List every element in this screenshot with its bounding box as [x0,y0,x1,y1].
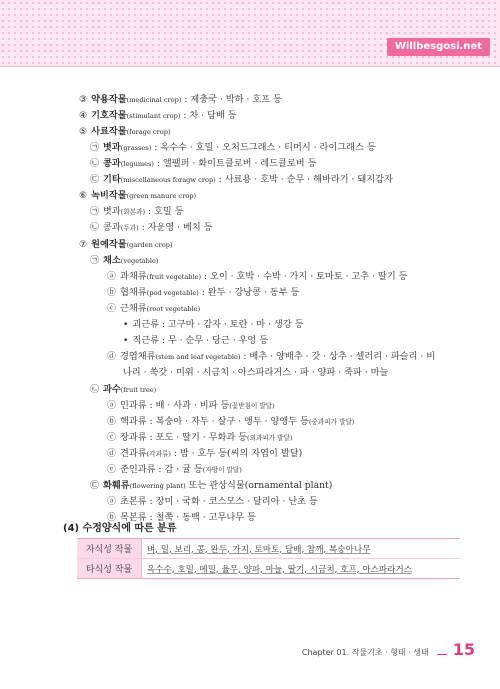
outline-line [123,319,303,331]
outline-text: 장과류 : 포도 · 딸기 · 무화과 등 [120,432,248,443]
outline-detail: : 오이 · 호박 · 수박 · 가지 · 토마토 · 고추 · 딸기 등 [201,271,408,282]
outline-line [107,464,242,476]
outline-marker: ⓒ [107,304,117,314]
outline-text: 목본류 : 철쭉 · 동백 · 고무나무 등 [120,512,256,523]
outline-heading: 사료작물 [91,126,127,137]
outline-annotation: (자방이 발달) [202,466,242,474]
outline-detail: : 배추 · 양배추 · 갓 · 상추 · 셀러리 · 파슬리 · 비 [240,351,436,362]
outline-text: 견과류 [120,448,147,459]
outline-heading: 녹비작물 [91,190,127,201]
outline-marker: ④ [79,111,88,121]
outline-marker: ⓑ [107,288,117,298]
outline-line [79,239,173,251]
outline-annotation: (vegetable) [120,257,159,265]
outline-annotation: (fruit vegetable) [146,273,202,281]
table-value: 옥수수, 호밀, 메밀, 율무, 양파, 마늘, 딸기, 시금치, 호프, 아스파라거스 [147,564,413,575]
outline-text: 직근류 : 무 · 순무 · 당근 · 우엉 등 [132,335,269,346]
outline-detail: : 밤 · 호두 등(씨의 자엽이 발달) [170,448,303,459]
outline-annotation: (flowering plant) [129,482,186,490]
outline-detail: : 옥수수 · 호밀 · 오처드그래스 · 티머시 · 라이그래스 등 [151,142,376,153]
outline-text: 인과류 : 배 · 사과 · 비파 등 [120,400,230,411]
outline-heading: 채소 [103,255,121,266]
outline-line [90,255,159,267]
outline-marker: ⓒ [107,433,117,443]
outline-annotation: (green manure crop) [126,192,197,200]
outline-annotation: (fruit tree) [120,386,157,394]
outline-marker: ⓑ [107,513,117,523]
footer-separator [437,654,447,655]
outline-line [107,303,200,315]
outline-heading: 콩과 [103,158,121,169]
outline-line [123,335,268,347]
outline-line [107,351,435,363]
outline-line [90,384,156,396]
pollination-table [77,538,460,579]
outline-marker: ㉠ [90,207,100,217]
outline-annotation: (stimulant crop) [126,112,181,120]
outline-detail: : 제충국 · 박하 · 호프 등 [181,94,282,105]
outline-marker: ⑥ [79,191,88,201]
outline-annotation: (중과피가 발달) [308,418,355,426]
outline-marker: ㉠ [90,256,100,266]
outline-line [79,94,282,106]
outline-marker: ⓑ [107,417,117,427]
footer [302,640,475,660]
outline-annotation: (miscellaneous foragw crop) [120,176,216,184]
brand-label: Willbesgosi.net [387,38,490,56]
outline-heading: 볏과 [103,142,121,153]
outline-detail: : 완두 · 강낭콩 · 동부 등 [198,287,300,298]
outline-line [123,367,388,379]
table-label: 자식성 작물 [77,539,142,558]
outline-marker: ⑤ [79,127,88,137]
outline-annotation: (두과) [120,224,139,232]
outline-text: 협채류 [120,287,147,298]
outline-marker: ㉢ [90,175,100,185]
table-value: 벼, 밀, 보리, 콩, 완두, 가지, 토마토, 담배, 참깨, 복숭아나무 [147,544,371,555]
table-label: 타식성 작물 [77,559,142,578]
page-number: 15 [452,640,475,659]
outline-line [90,480,332,492]
outline-line [107,496,318,508]
outline-marker: ⓓ [107,449,117,459]
outline-line [79,110,237,122]
outline-annotation: (화본과) [120,208,146,216]
outline-text: 볏과 [103,206,121,217]
outline-marker: ㉡ [90,385,100,395]
section-title: (4) 수정양식에 따른 분류 [63,523,177,534]
outline-heading: 과수 [103,384,121,395]
outline-annotation: (medicinal crop) [126,96,182,104]
outline-marker: ㉢ [90,481,100,491]
outline-marker: ⓐ [107,401,117,411]
outline-marker: ③ [79,95,88,105]
outline-line [107,271,408,283]
outline-line [90,174,393,186]
outline-text: 근채류 [120,303,147,314]
outline-annotation: (grasses) [120,144,152,152]
table-row [77,559,460,578]
outline-line [79,126,171,138]
outline-annotation: (stem and leaf vegetable) [155,353,241,361]
outline-line [107,416,354,428]
outline-heading: 기호작물 [91,110,127,121]
outline-marker: ⓓ [107,352,117,362]
outline-text: 콩과 [103,222,121,233]
outline-annotation: (pod vegetable) [146,289,199,297]
outline-marker: ⑦ [79,240,88,250]
outline-annotation: (legumes) [120,160,154,168]
outline-line [107,448,302,460]
outline-line [107,432,293,444]
outline-text: 핵과류 : 복숭아 · 자두 · 살구 · 앵두 · 양앵두 등 [120,416,309,427]
outline-detail: : 차 · 담배 등 [180,110,237,121]
outline-annotation: (꽃받침이 발달) [229,402,275,410]
outline-line [90,222,213,234]
outline-annotation: (외과피가 발달) [247,434,293,442]
table-row [77,539,460,559]
outline-annotation: (각과류) [146,450,171,458]
footer-chapter: Chapter 01. 작물기초 · 형태 · 생태 [301,648,429,657]
outline-line [90,142,376,154]
outline-heading: 화훼류 [103,480,130,491]
outline-detail: : 자운영 · 베치 등 [138,222,213,233]
outline-text: 나리 · 쑥갓 · 미위 · 시금치 · 아스파라거스 · 파 · 양파 · 죽파 · 마늘 [123,367,389,378]
outline-detail: 또는 관상식물(ornamental plant) [185,480,333,491]
outline-heading: 원예작물 [91,239,127,250]
outline-detail: : 호밀 등 [145,206,184,217]
outline-marker: ⓐ [107,497,117,507]
outline-text: 과채류 [120,271,147,282]
outline-detail: : 사료용 · 호박 · 순무 · 해바라기 · 돼지감자 [215,174,393,185]
outline-marker: • [123,336,129,346]
outline-text: 괴근류 : 고구마 · 감자 · 토란 · 마 · 생강 등 [132,319,304,330]
outline-marker: ⓔ [107,465,117,475]
outline-text: 초본류 : 장미 · 국화 · 코스모스 · 달리아 · 난초 등 [120,496,318,507]
outline-line [79,190,196,202]
outline-annotation: (garden crop) [126,241,173,249]
outline-heading: 기타 [103,174,121,185]
outline-marker: ㉡ [90,223,100,233]
header-band [0,0,500,66]
outline-heading: 약용작물 [91,94,127,105]
outline-marker: ㉡ [90,159,100,169]
header-divider [0,66,500,67]
outline-detail: : 앨팰퍼 · 화이트클로버 · 레드클로버 등 [153,158,317,169]
outline-annotation: (root vegetable) [146,305,201,313]
outline-marker: ㉠ [90,143,100,153]
outline-text: 경엽채류 [120,351,156,362]
outline-marker: ⓐ [107,272,117,282]
outline-line [90,158,316,170]
outline-annotation: (forage crop) [126,128,171,136]
outline-marker: • [123,320,129,330]
outline-text: 준인과류 : 감 · 귤 등 [120,464,203,475]
outline-line [107,400,275,412]
outline-line [90,206,184,218]
outline-line [107,287,299,299]
